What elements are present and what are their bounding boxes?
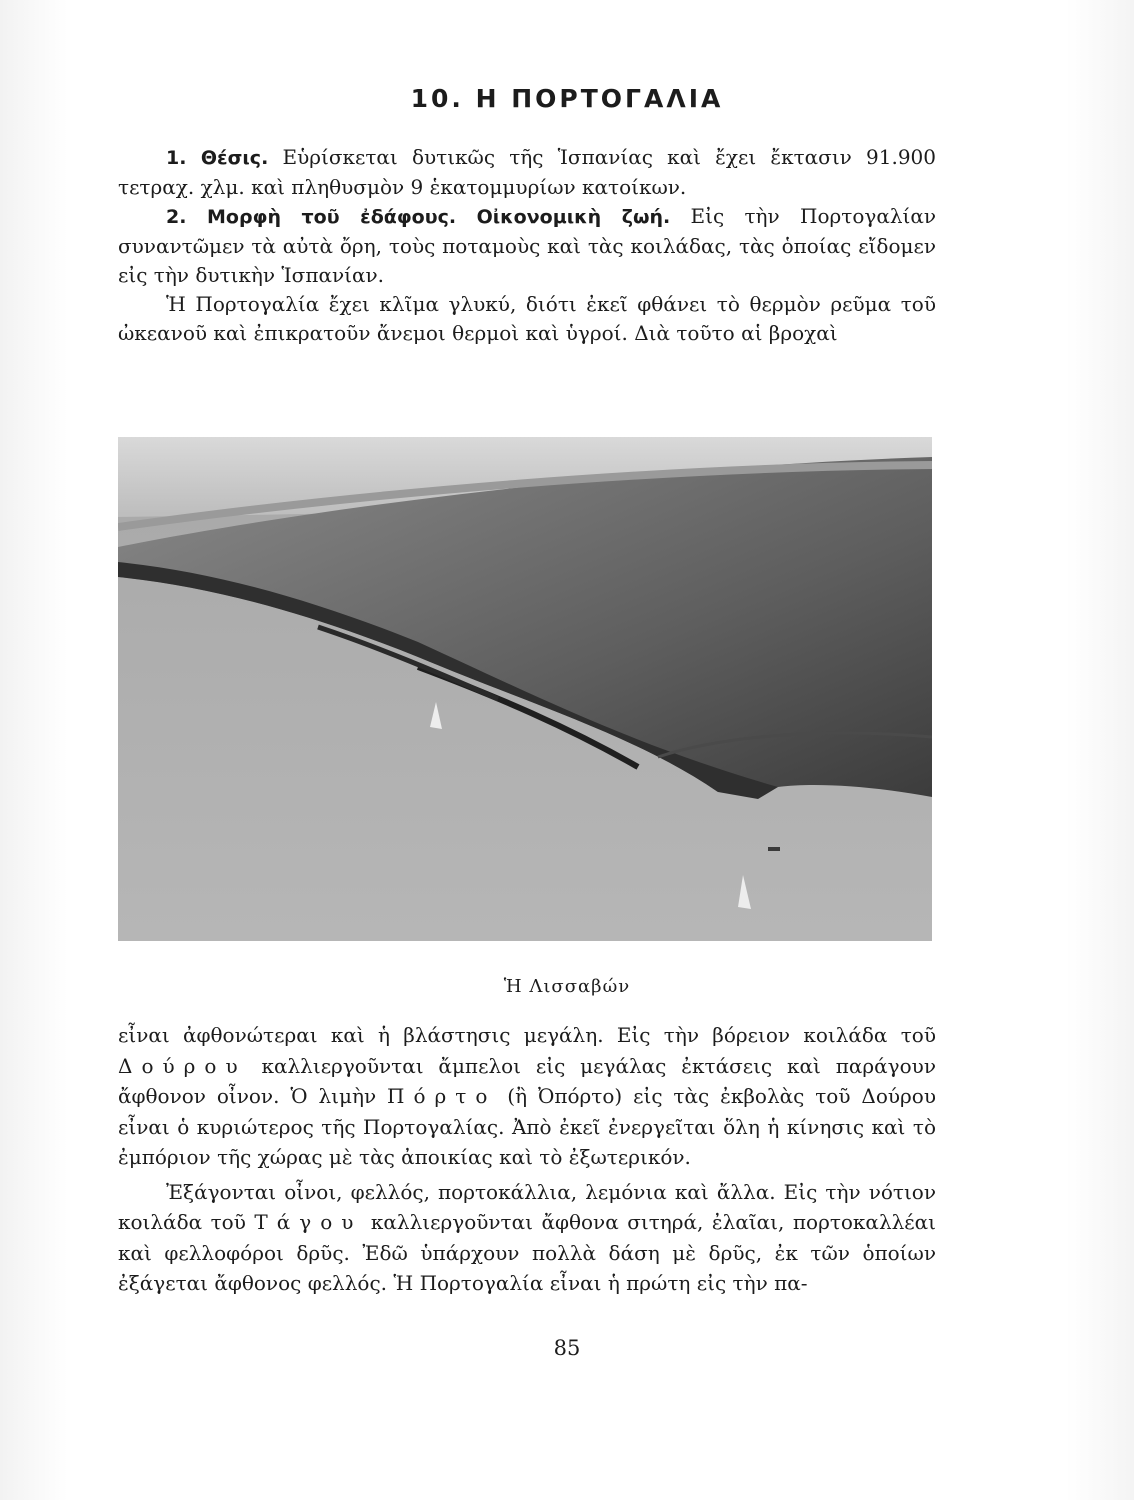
photo-caption: Ἡ Λισσαβών	[503, 976, 631, 997]
top-text-block	[118, 143, 936, 348]
continuation-text-1: εἶναι ἀφθονώτεραι καὶ ἡ βλάστησις μεγάλη. Εἰς τὴν βόρειον κοιλάδα τοῦ	[118, 1023, 936, 1047]
douro-name: Δούρου	[118, 1053, 247, 1078]
porto-name: Πόρτο	[387, 1084, 497, 1108]
tagus-name: Τάγου	[254, 1210, 363, 1234]
continuation-text-2: καλλιεργοῦνται ἄμπελοι εἰς μεγάλας ἐκτάσεις καὶ παράγουν ἄφθονον οἶνον. Ὁ λιμὴν	[118, 1053, 936, 1108]
section-terrain-paragraph	[118, 202, 936, 290]
continuation-paragraph	[118, 1020, 936, 1173]
section-position-paragraph	[118, 143, 936, 202]
lisbon-aerial-photo	[118, 437, 932, 941]
climate-paragraph: Ἡ Πορτογαλία ἔχει κλῖμα γλυκύ, διότι ἐκεῖ φθάνει τὸ θερμὸν ρεῦμα τοῦ ὠκεανοῦ καὶ ἐπικρατοῦν ἄνεμοι θερμοὶ καὶ ὑγροί. Διὰ τοῦτο αἱ βροχαὶ	[118, 292, 936, 345]
section-terrain-heading: 2. Μορφὴ τοῦ ἐδάφους. Οἰκονομικὴ ζωή.	[166, 206, 671, 228]
page-number: 85	[553, 1336, 581, 1360]
bottom-text-block	[118, 1020, 936, 1299]
section-position-text: Εὑρίσκεται δυτικῶς τῆς Ἱσπανίας καὶ ἔχει ἔκτασιν 91.900 τετραχ. χλμ. καὶ πληθυσμὸν 9 ἑκατομμυρίων κατοίκων.	[118, 145, 936, 199]
exports-text-2: καλλιεργοῦνται ἄφθονα σιτηρά, ἐλαῖαι, πορτοκαλλέαι καὶ φελλοφόροι δρῦς. Ἐδῶ ὑπάρχουν πολλὰ δάση μὲ δρῦς, ἐκ τῶν ὁποίων ἐξάγεται ἄφθονος φελλός. Ἡ Πορτογαλία εἶναι ἡ πρώτη εἰς τὴν πα-	[118, 1210, 936, 1295]
chapter-title: 10. Η ΠΟΡΤΟΓΑΛΙΑ	[410, 84, 724, 113]
exports-paragraph	[118, 1177, 936, 1299]
section-terrain-text: Εἰς τὴν Πορτογαλίαν συναντῶμεν τὰ αὐτὰ ὄρη, τοὺς ποταμοὺς καὶ τὰς κοιλάδας, τὰς ὁποίας εἴδομεν εἰς τὴν δυτικὴν Ἱσπανίαν.	[118, 204, 937, 287]
exports-text-1: Ἐξάγονται οἶνοι, φελλός, πορτοκάλλια, λεμόνια καὶ ἄλλα. Εἰς τὴν νότιον κοιλάδα τοῦ	[118, 1179, 936, 1234]
section-position-heading: 1. Θέσις.	[166, 147, 269, 169]
continuation-text-3: (ἢ Ὀπόρτο) εἰς τὰς ἐκβολὰς τοῦ Δούρου εἶναι ὁ κυριώτερος τῆς Πορτογαλίας. Ἀπὸ ἐκεῖ ἐνεργεῖται ὅλη ἡ κίνησις καὶ τὸ ἐμπόριον τῆς χώρας μὲ τὰς ἀποικίας καὶ τὸ ἐξωτερικόν.	[118, 1084, 936, 1169]
